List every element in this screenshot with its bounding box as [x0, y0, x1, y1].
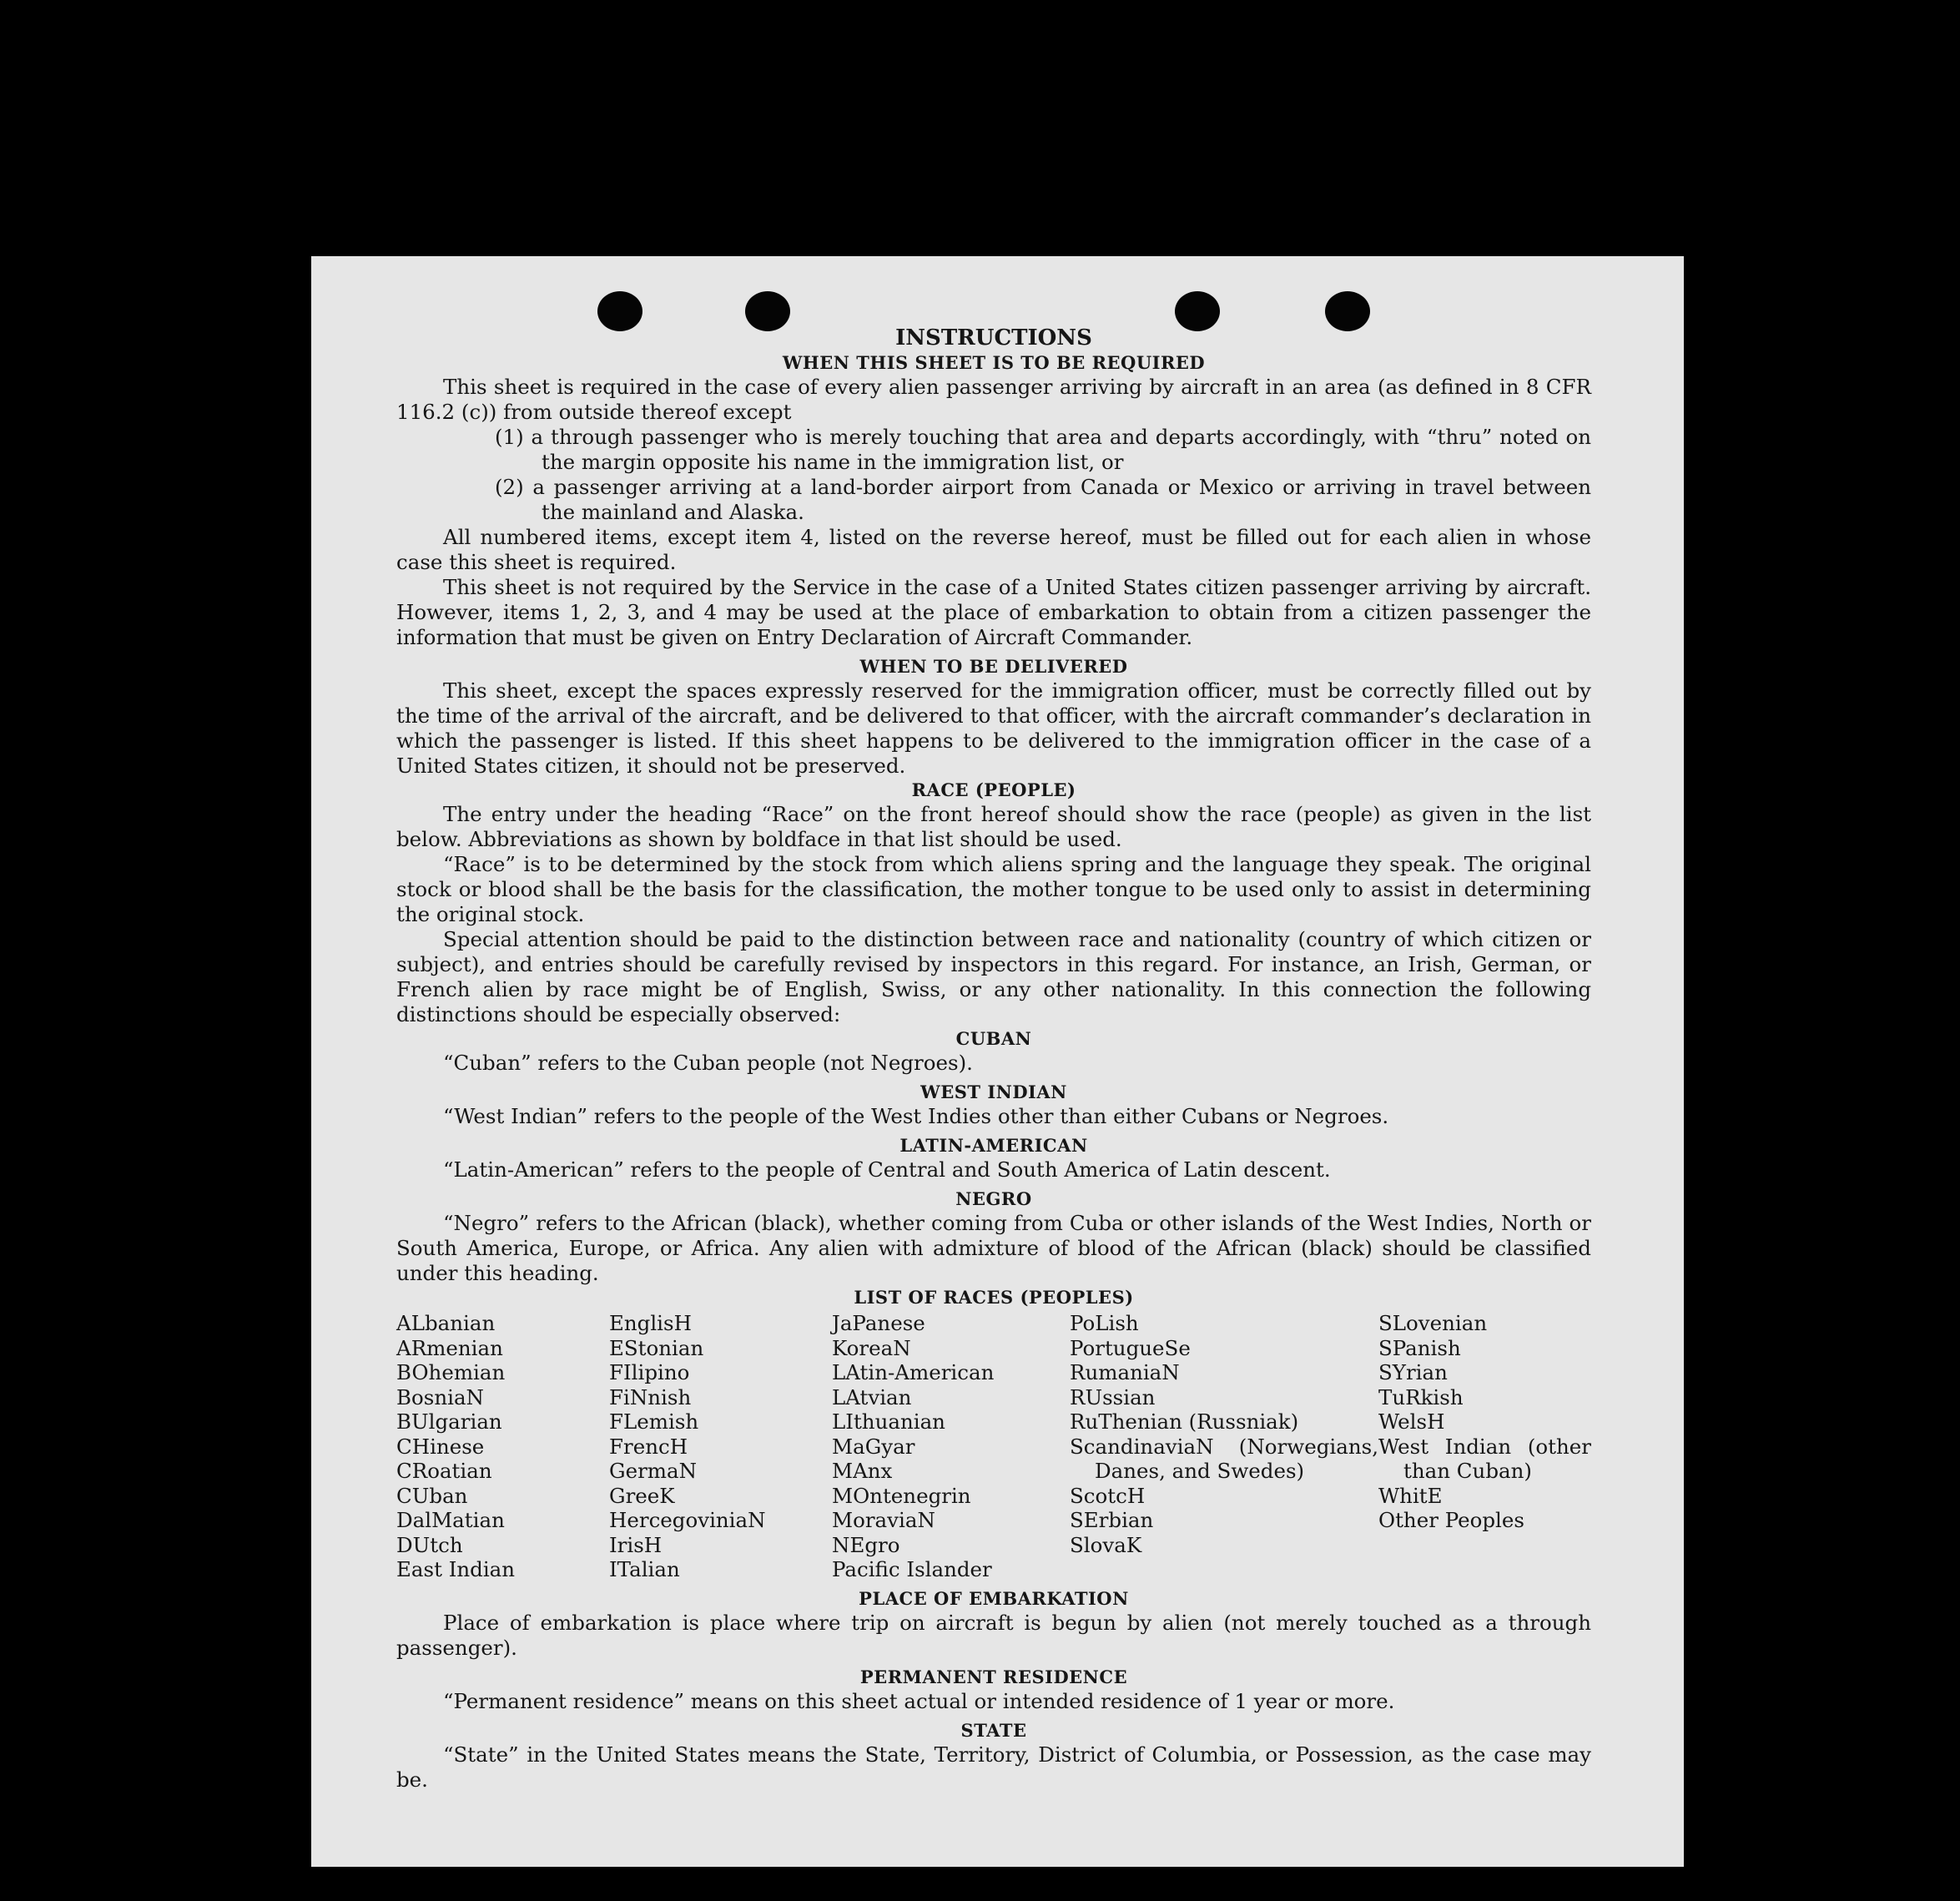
- race-item: FrencH: [609, 1434, 688, 1459]
- race-item: RuThenian (Russniak): [1070, 1409, 1299, 1434]
- race-item: MoraviaN: [832, 1508, 935, 1532]
- race-item: BUlgarian: [396, 1409, 502, 1434]
- race-item: FiNnish: [609, 1384, 692, 1409]
- section-heading: RACE (PEOPLE): [911, 779, 1076, 800]
- race-item: ALbanian: [396, 1311, 496, 1335]
- race-item: HercegoviniaN: [609, 1508, 766, 1532]
- race-item: DalMatian: [396, 1508, 505, 1532]
- race-item: PortugueSe: [1070, 1335, 1191, 1360]
- race-item: PoLish: [1070, 1311, 1139, 1335]
- race-item: ScandinaviaN (Norwegians, Danes, and Swedes): [1070, 1434, 1378, 1483]
- instructions-content: [396, 325, 1591, 1793]
- paragraph: This sheet is not required by the Service in the case of a United States citizen passenger arriving by aircraft. However, items 1, 2, 3, and 4 may be used at the place of embarkation to obtain from a citizen passenger the information that must be given on Entry Declaration of Aircraft Commander.: [396, 575, 1591, 649]
- section-heading: LIST OF RACES (PEOPLES): [854, 1287, 1134, 1308]
- paragraph: The entry under the heading “Race” on the front hereof should show the race (people) as given in the list below. Abbreviations as shown by boldface in that list should be used.: [396, 802, 1591, 851]
- race-item: EStonian: [609, 1335, 704, 1360]
- race-item: WelsH: [1378, 1409, 1445, 1434]
- race-column: [396, 1311, 609, 1582]
- paragraph: This sheet, except the spaces expressly reserved for the immigration officer, must be correctly filled out by the time of the arrival of the aircraft, and be delivered to that officer, with the aircraft commander’s declaration in which the passenger is listed. If this sheet happens to be delivered to the immigration officer in the case of a United States citizen, it should not be preserved.: [396, 678, 1591, 778]
- race-item: SYrian: [1378, 1360, 1448, 1384]
- race-item: SErbian: [1070, 1508, 1154, 1532]
- race-item: TuRkish: [1378, 1384, 1464, 1409]
- race-item: LAtin-American: [832, 1360, 995, 1384]
- paragraph: “West Indian” refers to the people of the West Indies other than either Cubans or Negroes.: [443, 1104, 1389, 1128]
- paragraph: “Permanent residence” means on this sheet actual or intended residence of 1 year or more.: [443, 1688, 1395, 1713]
- race-item: ITalian: [609, 1557, 680, 1581]
- paragraph: “State” in the United States means the State, Territory, District of Columbia, or Possession, as the case may be.: [396, 1742, 1591, 1792]
- race-column: [1378, 1311, 1591, 1582]
- race-column: [1070, 1311, 1378, 1582]
- race-item: ScotcH: [1070, 1483, 1146, 1508]
- race-item: KoreaN: [832, 1335, 911, 1360]
- list-item: (2) a passenger arriving at a land-border airport from Canada or Mexico or arriving in travel between the mainland and Alaska.: [495, 475, 1591, 524]
- section-heading: NEGRO: [955, 1188, 1032, 1209]
- paragraph: Place of embarkation is place where trip on aircraft is begun by alien (not merely touched as a through passenger).: [396, 1610, 1591, 1660]
- race-item: RUssian: [1070, 1384, 1156, 1409]
- page-title: INSTRUCTIONS: [895, 325, 1092, 350]
- section-heading: STATE: [960, 1719, 1027, 1741]
- race-item: BosniaN: [396, 1384, 484, 1409]
- paragraph: All numbered items, except item 4, listed on the reverse hereof, must be filled out for each alien in whose case this sheet is required.: [396, 525, 1591, 574]
- race-item: GermaN: [609, 1459, 698, 1483]
- section-heading: PLACE OF EMBARKATION: [859, 1587, 1129, 1609]
- race-item: LAtvian: [832, 1384, 912, 1409]
- race-item: SPanish: [1378, 1335, 1461, 1360]
- race-column: [609, 1311, 832, 1582]
- race-item: West Indian (other than Cuban): [1378, 1434, 1591, 1483]
- race-item: SLovenian: [1378, 1311, 1488, 1335]
- race-item: NEgro: [832, 1532, 900, 1557]
- paragraph: Special attention should be paid to the distinction between race and nationality (country of which citizen or subject), and entries should be carefully revised by inspectors in this regard. For instance, an Irish, German, or French alien by race might be of English, Swiss, or any other nationality. In this connection the following distinctions should be especially observed:: [396, 927, 1591, 1026]
- race-item: East Indian: [396, 1557, 516, 1581]
- section-heading: WHEN TO BE DELIVERED: [859, 656, 1128, 677]
- race-item: ARmenian: [396, 1335, 503, 1360]
- race-item: RumaniaN: [1070, 1360, 1180, 1384]
- section-heading: PERMANENT RESIDENCE: [859, 1666, 1128, 1687]
- race-item: CUban: [396, 1483, 468, 1508]
- paragraph: “Latin-American” refers to the people of Central and South America of Latin descent.: [443, 1157, 1331, 1182]
- paragraph: “Negro” refers to the African (black), whether coming from Cuba or other islands of the West Indies, North or South America, Europe, or Africa. Any alien with admixture of blood of the African (black) should be classified under this heading.: [396, 1211, 1591, 1285]
- race-item: MaGyar: [832, 1434, 915, 1459]
- race-item: FLemish: [609, 1409, 699, 1434]
- list-item: (1) a through passenger who is merely touching that area and departs accordingly, with “thru” noted on the margin opposite his name in the immigration list, or: [495, 425, 1591, 474]
- section-heading: CUBAN: [955, 1028, 1032, 1049]
- race-item: CHinese: [396, 1434, 485, 1459]
- race-item: IrisH: [609, 1532, 663, 1557]
- race-item: JaPanese: [832, 1311, 925, 1335]
- race-item: DUtch: [396, 1532, 463, 1557]
- race-item: FIlipino: [609, 1360, 690, 1384]
- section-heading: LATIN-AMERICAN: [899, 1135, 1088, 1156]
- race-column: [832, 1311, 1070, 1582]
- race-item: GreeK: [609, 1483, 675, 1508]
- race-item: MAnx: [832, 1459, 893, 1483]
- section-heading: WHEN THIS SHEET IS TO BE REQUIRED: [782, 352, 1206, 373]
- race-item: SlovaK: [1070, 1532, 1142, 1557]
- paragraph: “Cuban” refers to the Cuban people (not Negroes).: [443, 1051, 973, 1075]
- paragraph: “Race” is to be determined by the stock from which aliens spring and the language they speak. The original stock or blood shall be the basis for the classification, the mother tongue to be used only to assist in determining the original stock.: [396, 852, 1591, 926]
- paragraph: This sheet is required in the case of every alien passenger arriving by aircraft in an area (as defined in 8 CFR 116.2 (c)) from outside thereof except: [396, 375, 1591, 424]
- race-item: Pacific Islander: [832, 1557, 992, 1581]
- race-list: [396, 1311, 1591, 1582]
- race-item: EnglisH: [609, 1311, 692, 1335]
- race-item: MOntenegrin: [832, 1483, 971, 1508]
- race-item: Other Peoples: [1378, 1508, 1524, 1532]
- race-item: CRoatian: [396, 1459, 492, 1483]
- section-heading: WEST INDIAN: [920, 1082, 1067, 1102]
- race-item: WhitE: [1378, 1483, 1443, 1508]
- document-page: [311, 256, 1684, 1867]
- race-item: BOhemian: [396, 1360, 506, 1384]
- race-item: LIthuanian: [832, 1409, 945, 1434]
